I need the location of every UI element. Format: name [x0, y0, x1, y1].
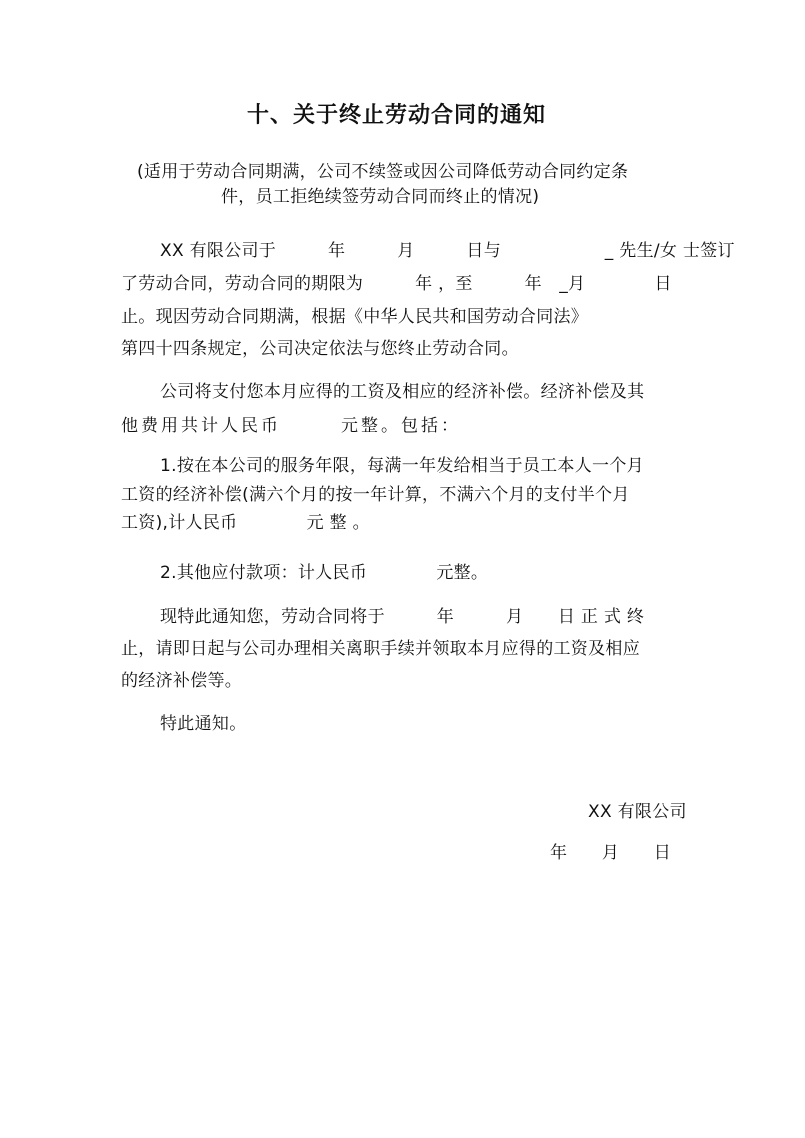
paragraph1-line-4: 第四十四条规定，公司决定依法与您终止劳动合同。	[121, 339, 519, 359]
paragraph3-line-3: 的经济补偿等。	[121, 671, 243, 691]
signature-date: 年 月 日	[550, 843, 672, 863]
signature-company: XX 有限公司	[588, 802, 687, 822]
paragraph3-line-1: 现特此通知您，劳动合同将于 年 月 日 正 式 终	[160, 607, 645, 627]
paragraph2-line-1: 公司将支付您本月应得的工资及相应的经济补偿。经济补偿及其	[160, 382, 645, 402]
item1-line-2: 工资的经济补偿(满六个月的按一年计算，不满六个月的支付半个月	[121, 485, 630, 505]
paragraph1-line-1: XX 有限公司于 年 月 日与 _ 先生/女 士签订	[160, 241, 735, 261]
item1-line-1: 1.按在本公司的服务年限，每满一年发给相当于员工本人一个月	[160, 456, 644, 476]
subtitle-line-1: (适用于劳动合同期满，公司不续签或因公司降低劳动合同约定条	[137, 162, 629, 182]
item2-line-1: 2.其他应付款项：计人民币 元整。	[160, 563, 489, 583]
paragraph2-line-2: 他费用共计人民币 元整。包括：	[121, 416, 461, 436]
paragraph3-line-2: 止，请即日起与公司办理相关离职手续并领取本月应得的工资及相应	[121, 639, 640, 659]
item1-line-3: 工资),计人民币 元 整 。	[121, 513, 370, 533]
paragraph1-line-2: 了劳动合同，劳动合同的期限为 年 ，至 年 _月 日	[121, 274, 672, 294]
document-title: 十、关于终止劳动合同的通知	[247, 103, 547, 128]
subtitle-line-2: 件，员工拒绝续签劳动合同而终止的情况)	[221, 187, 540, 207]
closing-text: 特此通知。	[160, 714, 247, 734]
paragraph1-line-3: 止。现因劳动合同期满，根据《中华人民共和国劳动合同法》	[121, 307, 589, 327]
